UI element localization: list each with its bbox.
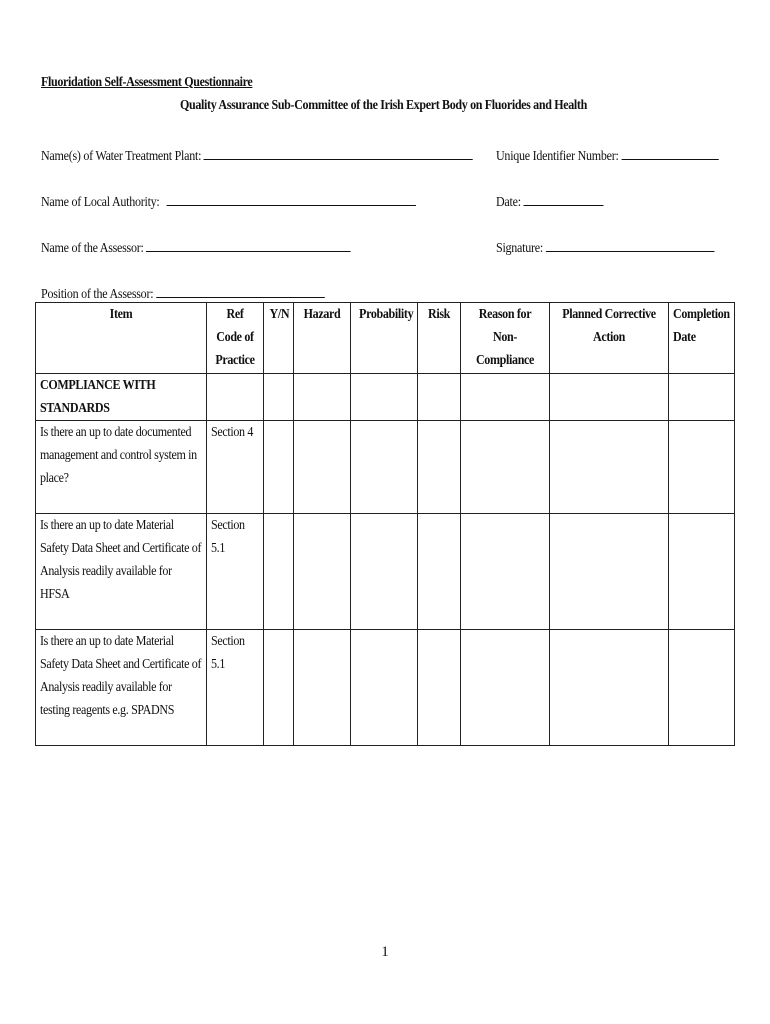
table-header-row	[36, 303, 735, 374]
section-row	[36, 374, 735, 421]
empty-cell	[264, 374, 294, 421]
reason-cell[interactable]	[461, 421, 550, 514]
yn-cell[interactable]	[264, 630, 294, 746]
assessment-table	[35, 302, 735, 746]
reason-cell[interactable]	[461, 514, 550, 630]
assessor-name-field	[41, 237, 351, 257]
corrective-cell[interactable]	[550, 514, 669, 630]
table-row	[36, 514, 735, 630]
ref-cell: Section 5.1	[207, 630, 264, 746]
header-corrective: Planned Corrective Action	[550, 303, 669, 374]
item-cell: Is there an up to date Material Safety Data Sheet and Certificate of Analysis readily available for HFSA	[36, 514, 207, 630]
ref-cell: Section 4	[207, 421, 264, 514]
date-field	[496, 191, 603, 211]
probability-cell[interactable]	[351, 630, 418, 746]
probability-cell[interactable]	[351, 421, 418, 514]
item-cell: Is there an up to date documented management and control system in place?	[36, 421, 207, 514]
empty-cell	[351, 374, 418, 421]
header-item: Item	[36, 303, 207, 374]
corrective-cell[interactable]	[550, 630, 669, 746]
document-subtitle: Quality Assurance Sub-Committee of the Irish Expert Body on Fluorides and Health	[180, 98, 587, 113]
risk-cell[interactable]	[418, 514, 461, 630]
signature-input-line[interactable]	[545, 237, 714, 252]
header-yn: Y/N	[264, 303, 294, 374]
date-input-line[interactable]	[523, 191, 603, 206]
hazard-cell[interactable]	[294, 514, 351, 630]
header-reason: Reason for Non-Compliance	[461, 303, 550, 374]
assessor-name-input-line[interactable]	[146, 237, 351, 252]
corrective-cell[interactable]	[550, 421, 669, 514]
header-hazard: Hazard	[294, 303, 351, 374]
assessor-position-field	[41, 283, 324, 303]
local-authority-input-line[interactable]	[166, 191, 415, 206]
item-cell: Is there an up to date Material Safety Data Sheet and Certificate of Analysis readily available for testing reagents e.g. SPADNS	[36, 630, 207, 746]
plant-name-input-line[interactable]	[204, 145, 473, 160]
empty-cell	[550, 374, 669, 421]
header-ref: Ref Code of Practice	[207, 303, 264, 374]
document-title: Fluoridation Self-Assessment Questionnaire	[41, 75, 253, 90]
assessor-name-label: Name of the Assessor:	[41, 241, 144, 256]
empty-cell	[461, 374, 550, 421]
section-title: COMPLIANCE WITH STANDARDS	[36, 374, 207, 421]
page-number: 1	[381, 944, 389, 960]
plant-name-label: Name(s) of Water Treatment Plant:	[41, 149, 202, 164]
date-label: Date:	[496, 195, 521, 210]
yn-cell[interactable]	[264, 514, 294, 630]
table-row	[36, 630, 735, 746]
ref-cell: Section 5.1	[207, 514, 264, 630]
signature-label: Signature:	[496, 241, 543, 256]
empty-cell	[207, 374, 264, 421]
completion-cell[interactable]	[669, 514, 735, 630]
local-authority-field	[41, 191, 416, 211]
completion-cell[interactable]	[669, 421, 735, 514]
plant-name-field	[41, 145, 473, 165]
yn-cell[interactable]	[264, 421, 294, 514]
empty-cell	[418, 374, 461, 421]
signature-field	[496, 237, 714, 257]
empty-cell	[669, 374, 735, 421]
empty-cell	[294, 374, 351, 421]
hazard-cell[interactable]	[294, 630, 351, 746]
header-completion: Completion Date	[669, 303, 735, 374]
assessor-position-input-line[interactable]	[156, 283, 325, 298]
local-authority-label: Name of Local Authority:	[41, 195, 160, 210]
risk-cell[interactable]	[418, 630, 461, 746]
unique-id-input-line[interactable]	[621, 145, 718, 160]
header-risk: Risk	[418, 303, 461, 374]
unique-id-field	[496, 145, 718, 165]
probability-cell[interactable]	[351, 514, 418, 630]
risk-cell[interactable]	[418, 421, 461, 514]
assessor-position-label: Position of the Assessor:	[41, 287, 154, 302]
header-probability: Probability	[351, 303, 418, 374]
table-row	[36, 421, 735, 514]
completion-cell[interactable]	[669, 630, 735, 746]
hazard-cell[interactable]	[294, 421, 351, 514]
reason-cell[interactable]	[461, 630, 550, 746]
unique-id-label: Unique Identifier Number:	[496, 149, 619, 164]
